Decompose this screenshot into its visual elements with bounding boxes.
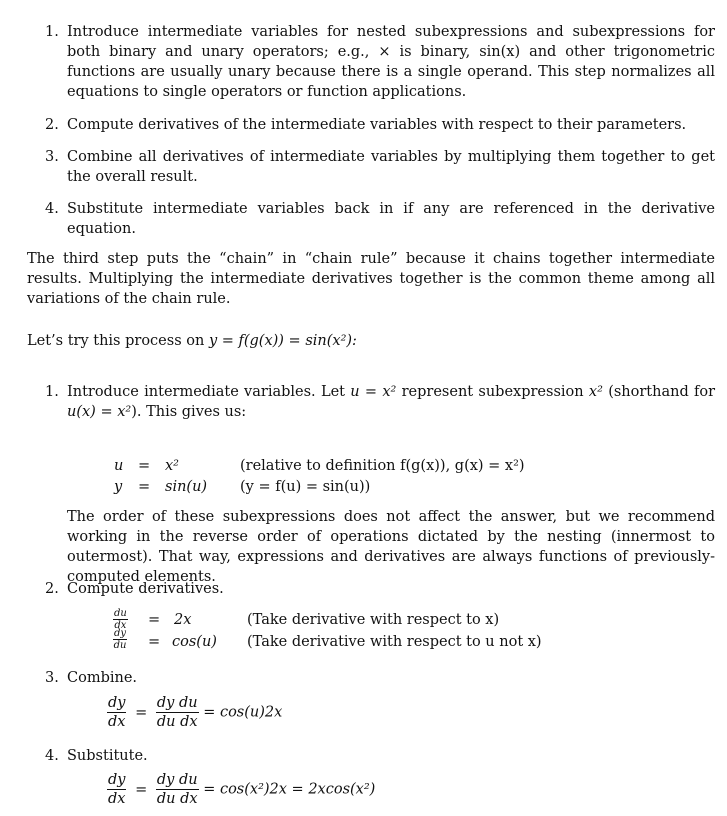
- list-text: Substitute intermediate variables back in if any are referenced in the derivative equation.: [67, 201, 715, 237]
- eq-rhs: x²: [165, 458, 179, 474]
- derivative-dy-du: $\frac{dy}{du}$: [113, 628, 127, 651]
- math: u(x) = x²: [67, 404, 132, 420]
- eq-note: (Take derivative with respect to x): [247, 612, 500, 628]
- substitute-equation: $\frac{dy}{dx}$ = $\frac{\text{dy du}}{\text{du dx}}$ = cos(x²)2x = 2xcos(x²): [108, 772, 376, 807]
- list-number: 2.: [45, 117, 59, 133]
- list1-item-4: [45, 199, 715, 239]
- step-text: Introduce intermediate variables. Let: [67, 384, 345, 400]
- step-text: Combine.: [67, 670, 138, 686]
- para-text: Let’s try this process on: [27, 333, 205, 349]
- eq-sign: =: [138, 458, 151, 474]
- list-number: 1.: [45, 24, 59, 40]
- eq-rhs: 2x: [174, 612, 192, 628]
- step-1: [45, 382, 716, 422]
- list-number: 3.: [45, 149, 59, 165]
- list-number: 4.: [45, 201, 59, 217]
- step-text: Compute derivatives.: [67, 581, 224, 597]
- eq-sign: =: [148, 612, 161, 628]
- step-number: 3.: [45, 670, 59, 686]
- eq-lhs: u: [114, 458, 124, 474]
- math: x²: [588, 384, 603, 400]
- list-text: Combine all derivatives of intermediate variables by multiplying them together to get the overall result.: [67, 149, 715, 185]
- step-number: 1.: [45, 384, 59, 400]
- list-text: Introduce intermediate variables for nested subexpressions and subexpressions for both binary and unary operators; e.g., × is binary, sin(x) and other trigonometric functions are usually unary because there is a single operand. This step normalizes all equations to single operators or function applications.: [67, 24, 715, 100]
- step-text: ). This gives us:: [131, 404, 247, 420]
- eq-note: (Take derivative with respect to u not x): [247, 634, 542, 650]
- list1-item-3: [45, 147, 715, 187]
- step-text: Substitute.: [67, 748, 148, 764]
- step-text: represent subexpression: [401, 384, 584, 400]
- eq-rhs: cos(u): [172, 634, 217, 650]
- derivative-du-dx: $\frac{du}{dx}$: [114, 608, 127, 631]
- eq-note: (y = f(u) = sin(u)): [240, 479, 371, 495]
- list1-item-1: [45, 22, 715, 102]
- step-3: [45, 668, 715, 688]
- list-text: Compute derivatives of the intermediate variables with respect to their parameters.: [67, 117, 687, 133]
- eq-sign: =: [148, 634, 161, 650]
- order-paragraph: The order of these subexpressions does not affect the answer, but we recommend working in the reverse order of operations dictated by the nesting (innermost to outermost). That way, expressions and derivatives are always functions of previously-computed elements.: [67, 509, 715, 585]
- eq-note: (relative to definition f(g(x)), g(x) = x²): [240, 458, 525, 474]
- eq-rhs: sin(u): [165, 479, 208, 495]
- para-equation: y = f(g(x)) = sin(x²):: [208, 333, 357, 349]
- math: u = x²: [350, 384, 397, 400]
- eq-sign: =: [138, 479, 151, 495]
- combine-equation: $\frac{dy}{dx}$ = $\frac{\text{dy du}}{\text{du dx}}$ = cos(u)2x: [108, 695, 283, 730]
- list1-item-2: [45, 115, 715, 135]
- paragraph-chain: The third step puts the “chain” in “chain rule” because it chains together intermediate results. Multiplying the intermediate derivatives together is the common theme among all variations of the chain rule.: [27, 251, 715, 307]
- step-text: (shorthand for: [608, 384, 716, 400]
- step-number: 4.: [45, 748, 59, 764]
- step-number: 2.: [45, 581, 59, 597]
- eq-lhs: y: [114, 479, 123, 495]
- paragraph-lets-try: [27, 331, 715, 351]
- step-2: [45, 579, 715, 599]
- step-4: [45, 746, 715, 766]
